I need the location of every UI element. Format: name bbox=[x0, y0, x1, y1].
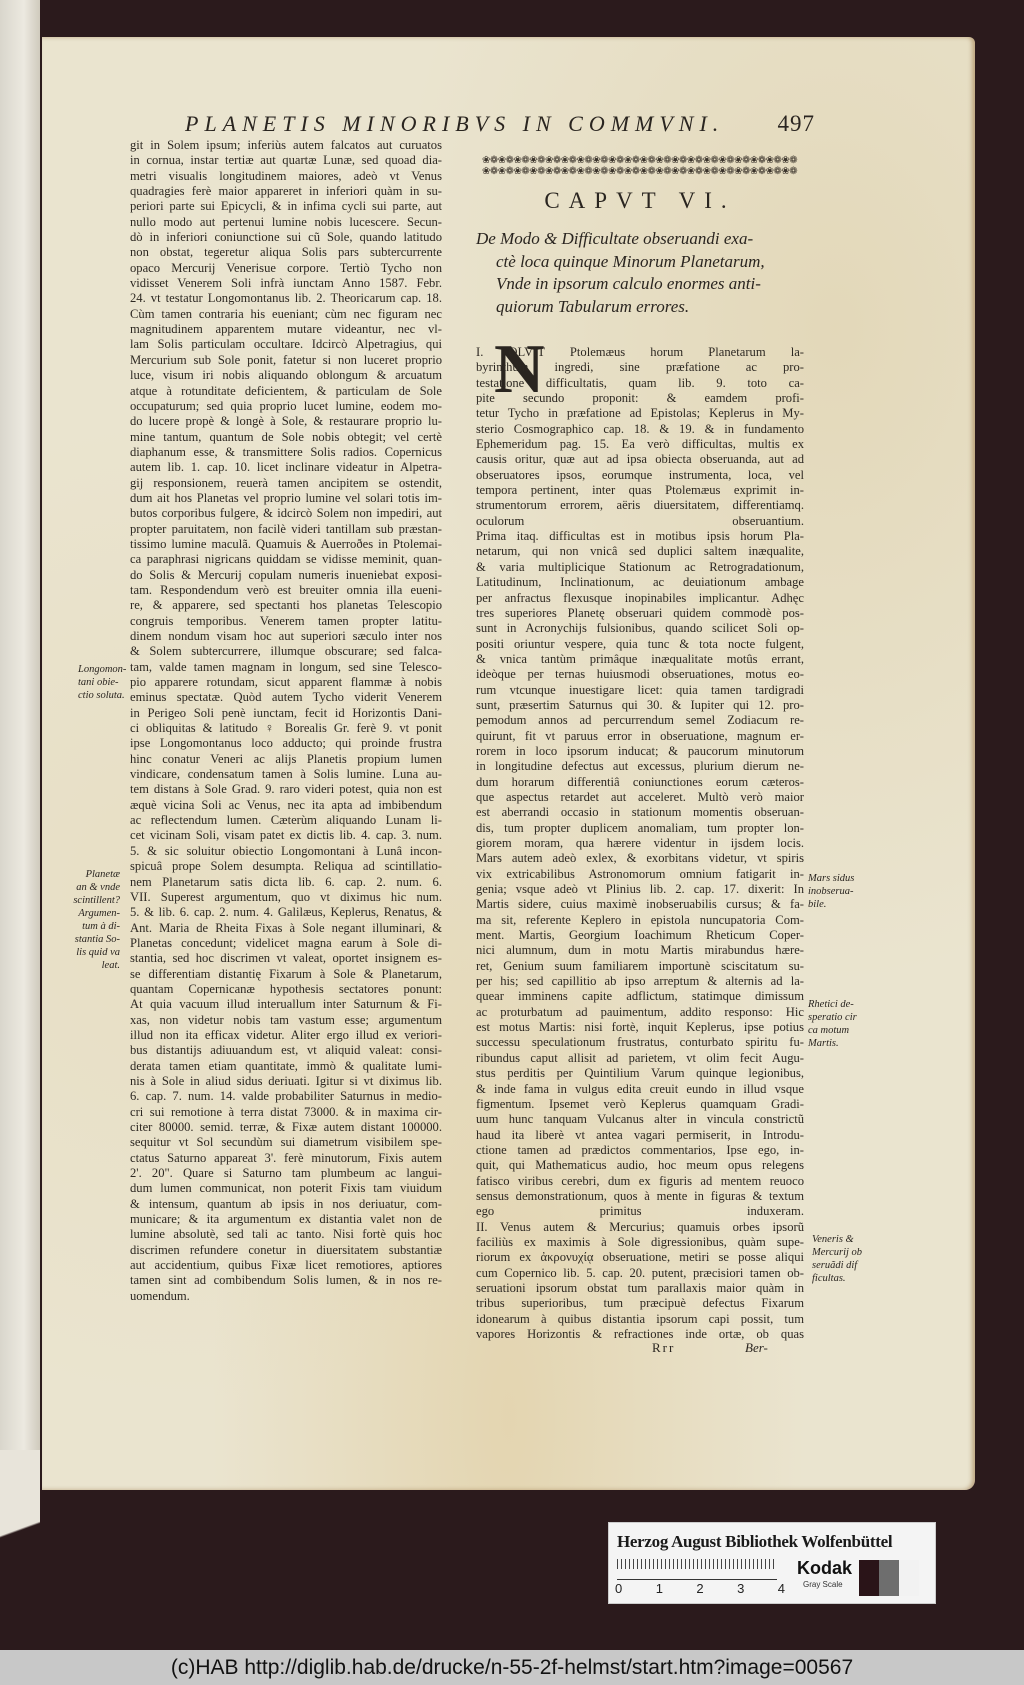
text-line: tempora pertinent, inter quas Ptolemæus exprimit in- bbox=[476, 483, 804, 498]
text-line: pite secundo proponit: & eamdem profi- bbox=[476, 391, 804, 406]
text-line: Mars autem adeò exlex, & exorbitans videtur, vt spiris bbox=[476, 851, 804, 866]
text-line: tamen sint ad combibendum Solis lumen, & in nos re- bbox=[130, 1273, 442, 1288]
text-line: propter paruitatem, non facilè videri tantillam sub præstan- bbox=[130, 521, 442, 536]
gray-swatch bbox=[899, 1560, 919, 1596]
margin-note-line: Mercurij ob bbox=[812, 1247, 863, 1258]
text-line: ac reflectendum lumen. Cæterùm aliquando Lunam li- bbox=[130, 813, 442, 828]
text-line: genia; vsque adeò vt Plinius lib. 2. cap. 17. dixerit: In bbox=[476, 882, 804, 897]
text-line: strumentorum errorem, aëris diuersitatem, differentiamq. bbox=[476, 498, 804, 513]
ruler-number: 0 bbox=[615, 1581, 623, 1596]
margin-note-venus-mercury bbox=[812, 1233, 862, 1285]
margin-note-line: ctio soluta. bbox=[78, 690, 125, 701]
text-line: dò in inferiori coniunctione sui cũ Sole, quando latitudo bbox=[130, 230, 442, 245]
text-line: vapores Horizontis & refractiones inde ortæ, ob quas bbox=[476, 1327, 804, 1341]
catchword: Ber- bbox=[745, 1340, 768, 1355]
text-line: lam Solis particulam occultare. Idcircò Alpetragius, qui bbox=[130, 337, 442, 352]
text-line: periori parte sui Epicycli, & in infima cycli sui parte, aut bbox=[130, 199, 442, 214]
text-line: At quia vacuum illud interuallum inter Saturnum & Fi- bbox=[130, 997, 442, 1012]
chapter-title: CAPVT VI. bbox=[544, 188, 736, 213]
text-line: dis, tum propter duplicem anomaliam, tum propter lon- bbox=[476, 820, 804, 835]
text-line: dum lumen communicat, non poterit Fixis tam viuidum bbox=[130, 1181, 442, 1196]
text-line: sequitur vt Sol secundùm sui diametrum visibilem spe- bbox=[130, 1135, 442, 1150]
text-line: tam. Respondendum verò est breuiter omnia illa eueni- bbox=[130, 582, 442, 597]
text-line: pio apparere rotundam, sicut apparent flammæ à nobis bbox=[130, 675, 442, 690]
left-column-text bbox=[130, 138, 442, 1304]
text-line: re, & apparere, sed spectanti hos planetas Telescopio bbox=[130, 598, 442, 613]
text-line: ret, Genium suum familiarem importunè sciscitatum su- bbox=[476, 958, 804, 973]
text-line: cet vicinam Soli, visam patet ex dictis lib. 4. cap. 3. num. bbox=[130, 828, 442, 843]
margin-note-scintillation bbox=[64, 868, 120, 972]
text-line: sterio Cosmographico cap. 18. & 19. & in fundamento bbox=[476, 421, 804, 436]
margin-note-mars bbox=[808, 872, 854, 911]
subtitle-line: ctè loca quinque Minorum Planetarum, bbox=[496, 251, 765, 271]
text-line: nullo modo aut pertenui lumine nobis lucescere. Secun- bbox=[130, 214, 442, 229]
text-line: rum vtcunque inuestigare licet: quia tamen tardigradi bbox=[476, 682, 804, 697]
margin-note-line: Martis. bbox=[808, 1038, 839, 1049]
text-line: municare; & ita argumentum ex distantia valet non de bbox=[130, 1212, 442, 1227]
text-line: que aspectus retardet aut acceleret. Multò verò maior bbox=[476, 789, 804, 804]
text-line: ideòque per ternas huiusmodi obseruationes, motus eo- bbox=[476, 667, 804, 682]
text-line: luce, visum iri nobis aliquando oblongum & arcuatum bbox=[130, 368, 442, 383]
subtitle-line: quiorum Tabularum errores. bbox=[496, 296, 690, 316]
text-line: obseruatores ipsos, eorumque instrumenta, loca, vel bbox=[476, 467, 804, 482]
text-line: quadragies ferè maior appareret in inferiori quàm in su- bbox=[130, 184, 442, 199]
ruler-number: 1 bbox=[655, 1581, 663, 1596]
text-line: ci obliquitas & latitudo ♀ Borealis Gr. ferè 9. vt ponit bbox=[130, 721, 442, 736]
text-line: non obstat, tegeretur aliqua Solis pars subtercurrente bbox=[130, 245, 442, 260]
text-line: ipse Longomontanus loco adducto; qui proinde frustra bbox=[130, 736, 442, 751]
text-line: quirunt, fit vt paruus error in obseruatione, magnum er- bbox=[476, 728, 804, 743]
text-line: positi oriuntur vespere, quia tunc & tota nocte fulgent, bbox=[476, 636, 804, 651]
text-line: dinem nondum visam hoc aut superiori sæculo inter nos bbox=[130, 629, 442, 643]
text-line: vidisset Venerem Soli infrà iunctam Anno 1587. Febr. bbox=[130, 276, 442, 291]
text-line: gij responsionem, reuerà tamen ancipitem se ostendit, bbox=[130, 475, 442, 490]
gray-scale-label: Gray Scale bbox=[803, 1580, 843, 1589]
text-line: in longitudine defectus aut excessus, plurium dierum ne- bbox=[476, 759, 804, 774]
running-head bbox=[185, 111, 815, 141]
text-line: causis oritur, quæ aut ad ipsa obiecta obseruanda, aut ad bbox=[476, 452, 804, 467]
text-line: rorem in loco ipsorum inducat; & paucorum minutorum bbox=[476, 743, 804, 758]
margin-note-line: tum à di- bbox=[82, 921, 120, 932]
text-line: est aberrandi occasio in stationum momentis obseruan- bbox=[476, 805, 804, 820]
margin-note-line: inobserua- bbox=[808, 886, 854, 897]
text-line: figmentum. Ipsemet verò Keplerus quamquam Gradi- bbox=[476, 1096, 804, 1111]
text-line: Mercurium sub Sole ponit, fatetur si non luceret proprio bbox=[130, 352, 442, 367]
text-line: metri visualis longitudinem maiores, adeò vt Venus bbox=[130, 168, 442, 183]
subtitle-line: De Modo & Difficultate obseruandi exa- bbox=[476, 229, 754, 248]
text-line: occupaturum; sed quia proprio lucet lumine, eodem mo- bbox=[130, 398, 442, 413]
text-line: Ant. Maria de Rheita Fixas à Sole negant illuminari, & bbox=[130, 920, 442, 935]
margin-note-longomontani bbox=[78, 663, 126, 702]
text-line: illud non ita efficax videtur. Aliter ergo illud ex veriori- bbox=[130, 1027, 442, 1042]
text-line: idonearum à quibus distantia ipsorum capi possit, tum bbox=[476, 1311, 804, 1326]
text-line: & Solem subtercurrere, illumque obscurare; sed falca- bbox=[130, 644, 442, 659]
margin-note-line: stantia So- bbox=[74, 934, 120, 945]
text-line: quear imminens capite adflictum, statimque dimissum bbox=[476, 989, 804, 1004]
text-line: autem lib. 1. cap. 10. licet inclinare videatur in Alpetra- bbox=[130, 460, 442, 475]
library-name: Herzog August Bibliothek Wolfenbüttel bbox=[617, 1532, 893, 1551]
ruler-numbers bbox=[615, 1581, 785, 1596]
gray-swatch bbox=[859, 1560, 879, 1596]
text-line: dum ait hos Planetas vel proprio lumine vel solari totis im- bbox=[130, 490, 442, 505]
text-line: fatisco viribus cerebri, dum ex figuris ad mentem reuoco bbox=[476, 1173, 804, 1188]
text-line: bus distantijs adiuuandum est, vt aliquid valeat: consi- bbox=[130, 1043, 442, 1058]
text-line: tres superiores Planetę obseruari quidem commodè pos- bbox=[476, 605, 804, 620]
text-line: uomendum. bbox=[130, 1288, 190, 1303]
text-line: vix extricabilibus Astronomorum omnium fatigarit in- bbox=[476, 866, 804, 881]
margin-note-line: Argumen- bbox=[78, 908, 120, 919]
text-line: per his; sed capillitio ab ipso arreptum & alternis ad la- bbox=[476, 974, 804, 989]
text-line: per anfractus flexusque inopinabiles implicantur. Adhęc bbox=[476, 590, 804, 605]
text-line: & inde fama in vulgus edita creuit eundo in illud vsque bbox=[476, 1081, 804, 1096]
text-line: vindicare, condensatum tamen à Solis lumine. Luna au- bbox=[130, 767, 442, 782]
text-line: pemodum annos ad percurrendum semel Zodiacum re- bbox=[476, 713, 804, 728]
text-line: derata tamen etiam quantitate, immò & qualitate lumi- bbox=[130, 1058, 442, 1073]
text-line: Planetas concedunt; videlicet magna earum à Sole di- bbox=[130, 935, 442, 950]
text-line: quantam Copernicanæ hypothesis sectatores ponunt: bbox=[130, 981, 442, 996]
text-line: nem Planetarum satis dicta lib. 6. cap. 2. num. 6. bbox=[130, 874, 442, 889]
text-line: do Solis & Mercurij copulam numeris inueniebat exposi- bbox=[130, 567, 442, 582]
text-line: byrinthum ingredi, sine præfatione ac pro- bbox=[476, 360, 804, 375]
text-line: successu speculationum frustratus, conturbato spiritu fu- bbox=[476, 1035, 804, 1050]
text-line: giorem moram, qua hærere videntur in ijsdem locis. bbox=[476, 836, 804, 850]
text-line: II. Venus autem & Mercurius; quamuis orbes ipsorũ bbox=[476, 1219, 804, 1234]
text-line: ac proturbatum ad pauimentum, addito responso: Hic bbox=[476, 1004, 804, 1019]
text-line: nis à Sole in aliud sidus deriuati. Igitur si vt diximus lib. bbox=[130, 1073, 442, 1088]
text-line: opaco Mercurij Venerisue corpore. Tertiò Tycho non bbox=[130, 260, 442, 275]
margin-note-line: tani obie- bbox=[78, 677, 119, 688]
text-line: congruis temporibus. Venerem tamen propter latitu- bbox=[130, 613, 442, 628]
text-line: faciliùs ex maximis à Sole digressionibus, quàm supe- bbox=[476, 1234, 804, 1249]
text-line: tem distans à Sole Grad. 9. raro videri potest, quia non est bbox=[130, 782, 442, 797]
text-line: tam, valde tamen magnam in longum, sed sine Telesco- bbox=[130, 659, 442, 674]
text-line: VII. Superest argumentum, quo vt diximus hic num. bbox=[130, 889, 442, 904]
text-line: in cornua, instar tertiæ aut quartæ Lunæ, sed quoad dia- bbox=[130, 153, 442, 168]
text-line: Latitudinum, Inclinationum, ac deuiationum ambage bbox=[476, 575, 804, 590]
text-line: citer 80000. semid. terræ, & Fixæ autem distant 100000. bbox=[130, 1120, 442, 1134]
text-line: uum hunc tanquam Vulcanus alter in vincula constrictũ bbox=[476, 1112, 804, 1127]
text-line: ctione tamen ad prædictos commentarios, Ipse ego, in- bbox=[476, 1142, 804, 1157]
copyright-footer: (c)HAB http://diglib.hab.de/drucke/n-55-2f-helmst/start.htm?image=00567 bbox=[0, 1650, 1024, 1685]
text-line: & intensum, quantum ab ipsis in nos deriuatur, com- bbox=[130, 1196, 442, 1211]
text-line: 5. & lib. 6. cap. 2. num. 4. Galilæus, Keplerus, Renatus, & bbox=[130, 905, 442, 920]
text-line: est motus Martis: nisi fortè, inquit Keplerus, ipse potius bbox=[476, 1020, 804, 1035]
margin-note-rheticus bbox=[808, 998, 857, 1050]
text-line: tetur Tycho in præfatione ad Epistolas; Keplerus in My- bbox=[476, 406, 804, 421]
text-line: seruationi ipsorum obstat tum parallaxis maior quàm in bbox=[476, 1280, 804, 1295]
text-line: & vnica tantùm primâque inæqualitate motûs errant, bbox=[476, 651, 804, 666]
text-line: æquè vicina Soli ac Venus, nec ita apta ad imbibendum bbox=[130, 797, 442, 812]
text-line: ribundus caput allisit ad parietem, vt olim fecit Augu- bbox=[476, 1050, 804, 1065]
text-line: Prima itaq. difficultas est in motibus ipsis horum Pla- bbox=[476, 529, 804, 544]
text-line: sunt, præsertim Saturnus qui 30. & Iupiter qui 12. pro- bbox=[476, 697, 804, 712]
margin-note-line: lis quid va bbox=[76, 947, 120, 958]
scale-ruler bbox=[617, 1559, 777, 1580]
gray-swatch bbox=[879, 1560, 899, 1596]
text-line: testatione difficultatis, quam lib. 9. toto ca- bbox=[476, 375, 804, 390]
text-line: ego primitus induxeram. bbox=[476, 1204, 804, 1219]
text-line: stus perditis per Quintilium Varum quinque legionibus, bbox=[476, 1066, 804, 1081]
text-line: mine tantum, quantum de Sole nobis obtegit; vel certè bbox=[130, 429, 442, 444]
ornamental-border bbox=[482, 155, 800, 179]
text-line: spicuâ prope Solem desumpta. Reliqua ad scintillatio- bbox=[130, 859, 442, 874]
text-line: ctatus Saturno appareat 3'. ferè minutorum, Fixis autem bbox=[130, 1150, 442, 1165]
text-line: diaphanum esse, & transmittere Solis radios. Copernicus bbox=[130, 444, 442, 459]
margin-note-line: bile. bbox=[808, 899, 827, 910]
text-line: sunt in Acronychijs fulsionibus, quando scilicet Soli op- bbox=[476, 621, 804, 636]
ornament-row-1: ❀❁❀❁❀❁❀❁❀❁❀❁❀❁❀❁❀❁❀❁❀❁❀❁❀❁❀❁❀❁❀❁❀❁❀❁❀❁❀❁ bbox=[482, 155, 798, 166]
margin-note-line: Planetæ bbox=[85, 869, 120, 880]
text-line: se differentiam distantię Fixarum à Sole & Planetarum, bbox=[130, 966, 442, 981]
text-line: xas, non videtur nobis tam vastum esse; argumentum bbox=[130, 1012, 442, 1027]
text-line: Martis sidere, cuius maximè inobseruabilis cursus; & fa- bbox=[476, 897, 804, 912]
drop-cap: N bbox=[494, 331, 545, 408]
margin-note-line: ficultas. bbox=[812, 1273, 846, 1284]
text-line: ma sit, referente Keplero in epistola nuncupatoria Com- bbox=[476, 912, 804, 927]
text-line: cri sui remotione à terra distat 73000. & in maxima cir- bbox=[130, 1104, 442, 1119]
text-line: oculorum obseruantium. bbox=[476, 513, 804, 528]
chapter-subtitle bbox=[476, 228, 806, 318]
text-line: riorum ex ἀκρονυχίᾳ obseruatione, metiri se posse aliqui bbox=[476, 1250, 804, 1265]
text-line: Cùm tamen contraria his eueniant; cùm nec figuram nec bbox=[130, 306, 442, 321]
text-line: nici alumnum, dum in motu Martis mirabundus hære- bbox=[476, 943, 804, 958]
text-line: magnitudinem apparentem mutare videantur, nec vl- bbox=[130, 322, 442, 337]
ornament-row-2: ❀❁❀❁❀❁❀❁❀❁❀❁❀❁❀❁❀❁❀❁❀❁❀❁❀❁❀❁❀❁❀❁❀❁❀❁❀❁❀❁ bbox=[482, 166, 798, 177]
text-line: cum Copernico lib. 5. cap. 20. putent, præcisiori tamen ob- bbox=[476, 1265, 804, 1280]
text-line: netarum, qui non vnicâ sed duplici saltem inæqualite, bbox=[476, 544, 804, 559]
margin-note-line: Mars sidus bbox=[808, 873, 855, 884]
text-line: aut accidentium, quibus Fixæ licet remotiores, aptiores bbox=[130, 1258, 442, 1273]
page-number: 497 bbox=[777, 111, 815, 136]
margin-note-line: speratio cir bbox=[808, 1012, 857, 1023]
signature-mark: Rrr bbox=[652, 1340, 676, 1355]
running-head-title: PLANETIS MINORIBVS IN COMMVNI. bbox=[185, 111, 725, 136]
text-line: tribus superioribus, tum præcipuè defectus Fixarum bbox=[476, 1296, 804, 1311]
text-line: eminus spectatæ. Quòd autem Tycho viderit Venerem bbox=[130, 690, 442, 705]
kodak-logo: Kodak bbox=[797, 1558, 853, 1578]
text-line: quit, qui Mathematicus audio, hoc meum opus relegens bbox=[476, 1158, 804, 1173]
text-line: 2'. 20". Quare si Saturno tam plumbeum ac langui- bbox=[130, 1166, 442, 1181]
margin-note-line: an & vnde bbox=[76, 882, 120, 893]
text-line: hinc conatur Veneri ac alijs Planetis propium lumen bbox=[130, 751, 442, 766]
margin-note-line: ca motum bbox=[808, 1025, 850, 1036]
text-line: dum horarum differentiâ coniunctiones eorum cæteros- bbox=[476, 774, 804, 789]
text-line: lumine absolutè, sed tali ac tanto. Nisi fortè quis hoc bbox=[130, 1227, 442, 1242]
text-line: ca paraphrasi nigricans quiddam se vidisse meminit, quan- bbox=[130, 552, 442, 567]
margin-note-line: Rhetici de- bbox=[808, 999, 854, 1010]
margin-note-line: Longomon- bbox=[78, 664, 127, 675]
ruler-number: 4 bbox=[777, 1581, 785, 1596]
text-line: 5. & sic soluitur obiectio Longomontani à Lunâ incon- bbox=[130, 843, 442, 858]
text-line: in Perigeo Soli penè iunctam, fecit id Horizontis Dani- bbox=[130, 705, 442, 720]
text-line: & varia multiplicique Stationum ac Retrogradationum, bbox=[476, 559, 804, 574]
margin-note-line: scintillent? bbox=[73, 895, 120, 906]
text-line: haud ita liberè vt antea vagari permiserit, in Introdu- bbox=[476, 1127, 804, 1142]
ruler-number: 2 bbox=[696, 1581, 704, 1596]
text-line: stantia, sed hoc discrimen vt valeat, oportet insignem es- bbox=[130, 951, 442, 966]
margin-note-line: leat. bbox=[101, 960, 120, 971]
text-line: 24. vt testatur Longomontanus lib. 2. Theoricarum cap. 18. bbox=[130, 291, 442, 306]
text-line: sensus demonstrationum, quos à mente in figuras & textum bbox=[476, 1188, 804, 1203]
text-line: do lucere propè & longè à Sole, & restaurare proprio lu- bbox=[130, 414, 442, 429]
text-line: butos corporibus fulgere, & idcircò Solem non impediri, aut bbox=[130, 506, 442, 521]
margin-note-line: Veneris & bbox=[812, 1234, 854, 1245]
text-line: discrimen refundere conetur in diuersitatem substantiæ bbox=[130, 1242, 442, 1257]
subtitle-line: Vnde in ipsorum calculo enormes anti- bbox=[496, 274, 761, 293]
color-reference-card bbox=[608, 1522, 936, 1604]
gray-scale-swatches bbox=[859, 1560, 919, 1596]
text-line: ment. Martis, Georgium Ioachimum Rheticum Coper- bbox=[476, 928, 804, 943]
text-line: tissimo lumine maculã. Quamuis & Auerroðes in Ptolemai- bbox=[130, 536, 442, 551]
right-column-text bbox=[476, 345, 804, 1342]
ruler-number: 3 bbox=[737, 1581, 745, 1596]
adjacent-page-edge bbox=[0, 0, 40, 1650]
text-line: git in Solem ipsum; inferiùs autem falcatos aut curuatos bbox=[130, 138, 442, 152]
margin-note-line: seruãdi dif bbox=[812, 1260, 858, 1271]
text-line: atque à rotunditate deficientem, & particulam de Sole bbox=[130, 383, 442, 398]
text-line: 6. cap. 7. num. 14. valde probabiliter Saturnus in medio- bbox=[130, 1089, 442, 1104]
text-line: Ephemeridum pag. 15. Ea verò difficultas, multis ex bbox=[476, 437, 804, 452]
text-line: I. OLVIT Ptolemæus horum Planetarum la- bbox=[476, 345, 804, 359]
